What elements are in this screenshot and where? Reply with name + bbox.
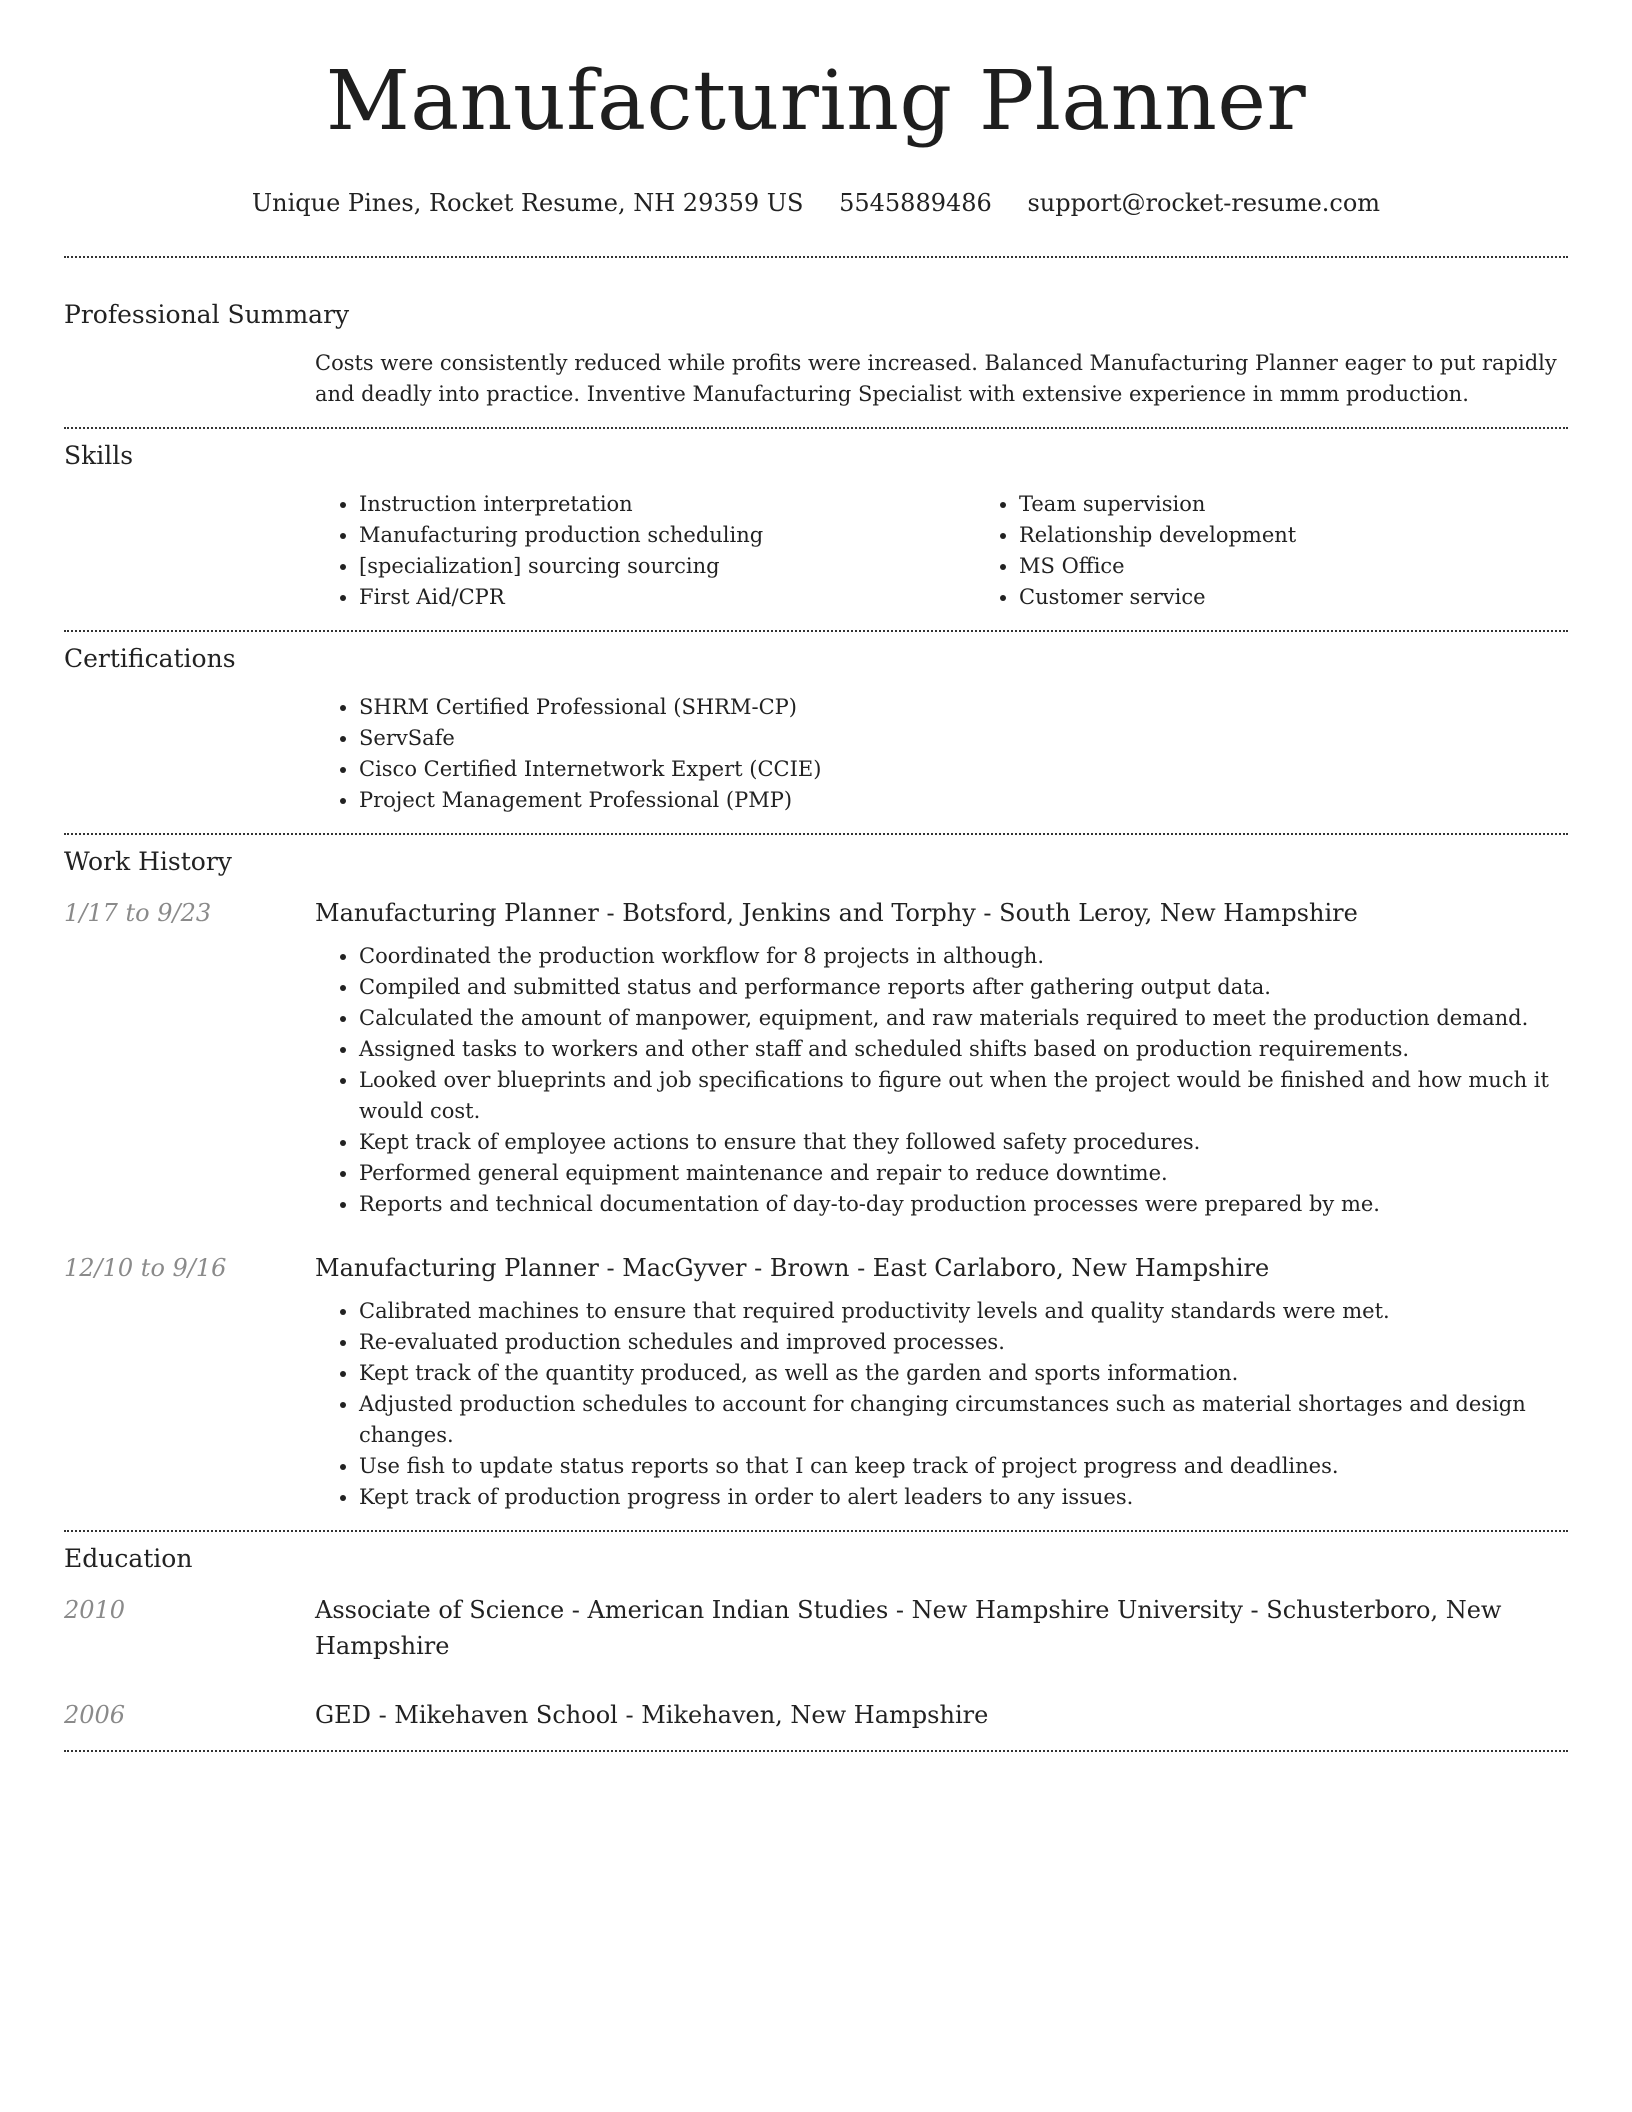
job-bullet: • Assigned tasks to workers and other staff and scheduled shifts based on production requirements.	[359, 1034, 1568, 1065]
job-entry	[64, 1250, 1568, 1513]
job-bullet: • Kept track of the quantity produced, as well as the garden and sports information.	[359, 1358, 1568, 1389]
work-history-title: Work History	[64, 847, 232, 876]
job-bullet: • Kept track of employee actions to ensure that they followed safety procedures.	[359, 1127, 1568, 1158]
job-heading: Manufacturing Planner - Botsford, Jenkins and Torphy - South Leroy, New Hampshire	[315, 899, 1358, 927]
education-heading: Associate of Science - American Indian Studies - New Hampshire University - Schusterboro, New Hampshire	[315, 1596, 1502, 1660]
job-bullet: • Kept track of production progress in order to alert leaders to any issues.	[359, 1482, 1568, 1513]
summary-title: Professional Summary	[64, 300, 350, 329]
job-bullet: • Calibrated machines to ensure that required productivity levels and quality standards were met.	[359, 1296, 1568, 1327]
skill-item: • Relationship development	[1019, 520, 1632, 551]
job-entry	[64, 895, 1568, 1220]
summary-section	[64, 258, 1568, 427]
certifications-list	[315, 692, 1568, 816]
certification-item: • ServSafe	[359, 723, 1568, 754]
skill-item: • MS Office	[1019, 551, 1632, 582]
certification-item: • SHRM Certified Professional (SHRM-CP)	[359, 692, 1568, 723]
skill-item: • [specialization] sourcing sourcing	[359, 551, 975, 582]
skill-item: • Customer service	[1019, 582, 1632, 613]
skill-item: • Manufacturing production scheduling	[359, 520, 975, 551]
job-bullets	[315, 1296, 1568, 1513]
education-year: 2010	[64, 1596, 126, 1624]
skill-item: • Team supervision	[1019, 489, 1632, 520]
skills-title: Skills	[64, 441, 134, 470]
job-bullets	[315, 941, 1568, 1220]
skills-list-left	[315, 489, 975, 613]
skill-item: • First Aid/CPR	[359, 582, 975, 613]
education-title: Education	[64, 1544, 193, 1573]
contact-address: Unique Pines, Rocket Resume, NH 29359 US	[251, 189, 804, 217]
job-bullet: • Calculated the amount of manpower, equipment, and raw materials required to meet the production demand.	[359, 1003, 1568, 1034]
education-entry	[64, 1592, 1568, 1664]
work-history-section	[64, 835, 1568, 1530]
resume-name: Manufacturing Planner	[325, 54, 1307, 149]
divider	[64, 1750, 1568, 1752]
education-entry	[64, 1697, 1568, 1733]
job-dates: 1/17 to 9/23	[64, 899, 212, 927]
job-bullet: • Performed general equipment maintenance and repair to reduce downtime.	[359, 1158, 1568, 1189]
certification-item: • Cisco Certified Internetwork Expert (CCIE)	[359, 754, 1568, 785]
job-bullet: • Reports and technical documentation of day-to-day production processes were prepared by me.	[359, 1189, 1568, 1220]
contact-email: support@rocket-resume.com	[1027, 189, 1381, 217]
job-bullet: • Coordinated the production workflow for 8 projects in although.	[359, 941, 1568, 972]
job-bullet: • Re-evaluated production schedules and improved processes.	[359, 1327, 1568, 1358]
job-bullet: • Compiled and submitted status and performance reports after gathering output data.	[359, 972, 1568, 1003]
certifications-section	[64, 632, 1568, 833]
education-section	[64, 1532, 1568, 1750]
job-bullet: • Adjusted production schedules to account for changing circumstances such as material shortages and design changes.	[359, 1389, 1568, 1451]
skills-section	[64, 429, 1568, 630]
education-heading: GED - Mikehaven School - Mikehaven, New Hampshire	[315, 1701, 989, 1729]
job-bullet: • Looked over blueprints and job specifications to figure out when the project would be finished and how much it would cost.	[359, 1065, 1568, 1127]
education-year: 2006	[64, 1701, 126, 1729]
certification-item: • Project Management Professional (PMP)	[359, 785, 1568, 816]
skills-list-right	[975, 489, 1632, 613]
contact-line	[64, 188, 1568, 218]
job-bullet: • Use fish to update status reports so that I can keep track of project progress and deadlines.	[359, 1451, 1568, 1482]
job-heading: Manufacturing Planner - MacGyver - Brown - East Carlaboro, New Hampshire	[315, 1254, 1270, 1282]
certifications-title: Certifications	[64, 644, 236, 673]
summary-text: Costs were consistently reduced while profits were increased. Balanced Manufacturing Planner eager to put rapidly and deadly into practice. Inventive Manufacturing Specialist with extensive experience in mmm production.	[315, 351, 1557, 406]
contact-phone: 5545889486	[839, 189, 992, 217]
skill-item: • Instruction interpretation	[359, 489, 975, 520]
job-dates: 12/10 to 9/16	[64, 1254, 227, 1282]
